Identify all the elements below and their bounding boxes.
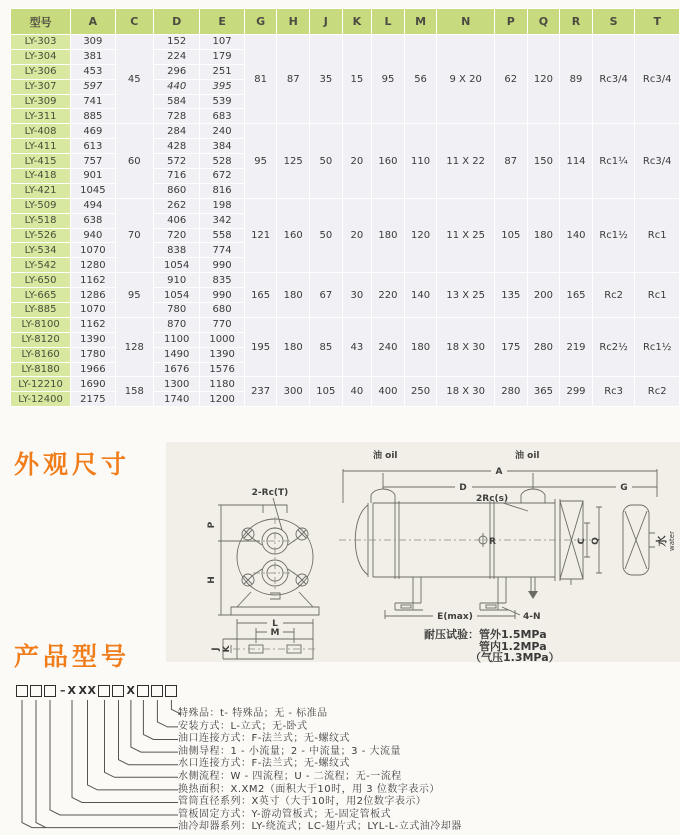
merged-value-cell: 9 X 20 (437, 35, 494, 123)
table-row (11, 35, 679, 49)
merged-value-cell: 160 (372, 124, 404, 197)
merged-value-cell: 11 X 25 (437, 199, 494, 272)
merged-value-cell: 250 (405, 377, 437, 406)
merged-value-cell: 200 (528, 273, 560, 317)
merged-value-cell: 45 (116, 35, 153, 123)
merged-value-cell: 135 (495, 273, 527, 317)
merged-value-cell: 50 (310, 199, 342, 272)
value-cell: 613 (71, 139, 114, 153)
value-cell: 494 (71, 199, 114, 213)
merged-value-cell: 20 (343, 199, 372, 272)
header-row (11, 9, 679, 34)
value-cell: 1162 (71, 273, 114, 287)
value-cell: 1100 (154, 333, 199, 347)
merged-value-cell: Rc1¼ (593, 124, 635, 197)
model-cell: LY-12400 (11, 392, 70, 406)
value-cell: 638 (71, 214, 114, 228)
merged-value-cell: Rc2 (635, 377, 679, 406)
value-cell: 296 (154, 65, 199, 79)
merged-value-cell: Rc1½ (593, 199, 635, 272)
merged-value-cell: 11 X 22 (437, 124, 494, 197)
model-cell: LY-411 (11, 139, 70, 153)
pressure-line-3: （气压1.3MPa） (470, 651, 560, 664)
model-cell: LY-418 (11, 169, 70, 183)
merged-value-cell: 114 (560, 124, 592, 197)
value-cell: 1200 (200, 392, 243, 406)
merged-value-cell: 165 (245, 273, 277, 317)
merged-value-cell: 89 (560, 35, 592, 123)
value-cell: 395 (200, 80, 243, 94)
merged-value-cell: 121 (245, 199, 277, 272)
table-row (11, 273, 679, 287)
column-header: C (116, 9, 153, 34)
model-cell: LY-885 (11, 303, 70, 317)
model-code-legend-item: 管筒直径系列：X英寸（大于10时，用2位数字表示） (178, 796, 427, 808)
value-cell: 741 (71, 95, 114, 109)
merged-value-cell: 20 (343, 124, 372, 197)
value-cell: 672 (200, 169, 243, 183)
merged-value-cell: Rc2 (593, 273, 635, 317)
merged-value-cell: 125 (277, 124, 309, 197)
value-cell: 1180 (200, 377, 243, 391)
column-header: Q (528, 9, 560, 34)
column-header: T (635, 9, 679, 34)
model-cell: LY-303 (11, 35, 70, 49)
value-cell: 1162 (71, 318, 114, 332)
merged-value-cell: Rc1 (635, 273, 679, 317)
value-cell: 342 (200, 214, 243, 228)
merged-value-cell: 158 (116, 377, 153, 406)
merged-value-cell: 95 (372, 35, 404, 123)
rc-s-label: 2Rc(s) (476, 494, 509, 504)
value-cell: 838 (154, 243, 199, 257)
value-cell: 1576 (200, 363, 243, 377)
merged-value-cell: 299 (560, 377, 592, 406)
table-row (11, 318, 679, 332)
column-header: R (560, 9, 592, 34)
value-cell: 309 (71, 35, 114, 49)
value-cell: 1780 (71, 348, 114, 362)
merged-value-cell: 13 X 25 (437, 273, 494, 317)
value-cell: 757 (71, 154, 114, 168)
merged-value-cell: 220 (372, 273, 404, 317)
model-cell: LY-307 (11, 80, 70, 94)
value-cell: 1390 (71, 333, 114, 347)
value-cell: 1045 (71, 184, 114, 198)
r-dim-label: R (489, 537, 496, 547)
value-cell: 572 (154, 154, 199, 168)
d-dim-label: D (459, 483, 467, 493)
merged-value-cell: 70 (116, 199, 153, 272)
model-code (16, 684, 179, 697)
column-header: J (310, 9, 342, 34)
model-code-letter: X (126, 684, 136, 697)
l-dim-label: L (272, 619, 278, 629)
value-cell: 558 (200, 229, 243, 243)
model-code-legend-item: 安装方式：L-立式；无-卧式 (178, 720, 308, 732)
value-cell: 885 (71, 109, 114, 123)
merged-value-cell: 150 (528, 124, 560, 197)
value-cell: 1070 (71, 303, 114, 317)
merged-value-cell: 85 (310, 318, 342, 377)
model-cell: LY-650 (11, 273, 70, 287)
value-cell: 910 (154, 273, 199, 287)
merged-value-cell: Rc3/4 (635, 124, 679, 197)
merged-value-cell: 43 (343, 318, 372, 377)
model-cell: LY-534 (11, 243, 70, 257)
model-cell: LY-8180 (11, 363, 70, 377)
model-cell: LY-8100 (11, 318, 70, 332)
value-cell: 1690 (71, 377, 114, 391)
water-label: 水 (655, 535, 668, 547)
value-cell: 680 (200, 303, 243, 317)
merged-value-cell: 180 (372, 199, 404, 272)
column-header: K (343, 9, 372, 34)
merged-value-cell: 60 (116, 124, 153, 197)
value-cell: 770 (200, 318, 243, 332)
table-row (11, 199, 679, 213)
column-header: H (277, 9, 309, 34)
model-cell: LY-542 (11, 258, 70, 272)
value-cell: 720 (154, 229, 199, 243)
rc-t-label: 2-Rc(T) (251, 488, 289, 498)
model-code-box (165, 685, 177, 697)
merged-value-cell: 219 (560, 318, 592, 377)
value-cell: 152 (154, 35, 199, 49)
model-code-box (30, 685, 42, 697)
merged-value-cell: 120 (528, 35, 560, 123)
model-code-box (151, 685, 163, 697)
value-cell: 198 (200, 199, 243, 213)
merged-value-cell: 56 (405, 35, 437, 123)
value-cell: 284 (154, 124, 199, 138)
value-cell: 428 (154, 139, 199, 153)
merged-value-cell: 240 (372, 318, 404, 377)
model-cell: LY-518 (11, 214, 70, 228)
value-cell: 179 (200, 50, 243, 64)
m-dim-label: M (270, 628, 280, 638)
model-code-legend-item: 特殊品：t- 特殊品；无 - 标准品 (178, 708, 328, 719)
value-cell: 1280 (71, 258, 114, 272)
value-cell: 860 (154, 184, 199, 198)
merged-value-cell: 105 (310, 377, 342, 406)
model-code-box (112, 685, 124, 697)
merged-value-cell: 237 (245, 377, 277, 406)
model-code-box (137, 685, 149, 697)
merged-value-cell: 95 (245, 124, 277, 197)
merged-value-cell: Rc1 (635, 199, 679, 272)
merged-value-cell: 30 (343, 273, 372, 317)
model-cell: LY-12210 (11, 377, 70, 391)
value-cell: 453 (71, 65, 114, 79)
model-code-legend-item: 油口连接方式：F-法兰式；无-螺纹式 (178, 733, 350, 745)
merged-value-cell: 140 (405, 273, 437, 317)
value-cell: 901 (71, 169, 114, 183)
model-code-letter: XX (78, 684, 97, 697)
model-cell: LY-306 (11, 65, 70, 79)
column-header: D (154, 9, 199, 34)
value-cell: 107 (200, 35, 243, 49)
value-cell: 940 (71, 229, 114, 243)
value-cell: 1676 (154, 363, 199, 377)
four-n-label: 4-N (523, 612, 541, 622)
end-view-drawing (185, 455, 355, 660)
column-header: A (71, 9, 114, 34)
value-cell: 870 (154, 318, 199, 332)
model-cell: LY-526 (11, 229, 70, 243)
merged-value-cell: 67 (310, 273, 342, 317)
column-header: L (372, 9, 404, 34)
merged-value-cell: 110 (405, 124, 437, 197)
model-code-letter: X (67, 684, 77, 697)
value-cell: 224 (154, 50, 199, 64)
value-cell: 584 (154, 95, 199, 109)
merged-value-cell: 180 (405, 318, 437, 377)
value-cell: 683 (200, 109, 243, 123)
value-cell: 251 (200, 65, 243, 79)
model-cell: LY-665 (11, 288, 70, 302)
section-title-model: 产品型号 (14, 642, 131, 671)
value-cell: 406 (154, 214, 199, 228)
value-cell: 1054 (154, 288, 199, 302)
value-cell: 1740 (154, 392, 199, 406)
c-dim-label: C (577, 537, 587, 545)
value-cell: 528 (200, 154, 243, 168)
model-code-box (16, 685, 28, 697)
value-cell: 539 (200, 95, 243, 109)
merged-value-cell: 280 (495, 377, 527, 406)
value-cell: 262 (154, 199, 199, 213)
merged-value-cell: 81 (245, 35, 277, 123)
pressure-line-2: 管内1.2MPa (479, 639, 547, 653)
merged-value-cell: 400 (372, 377, 404, 406)
value-cell: 774 (200, 243, 243, 257)
merged-value-cell: Rc1½ (635, 318, 679, 377)
model-cell: LY-304 (11, 50, 70, 64)
model-cell: LY-309 (11, 95, 70, 109)
model-code-legend (178, 708, 462, 834)
j-dim-label: J (211, 647, 221, 651)
column-header: M (405, 9, 437, 34)
k-dim-label: K (222, 645, 232, 653)
model-cell: LY-415 (11, 154, 70, 168)
value-cell: 1070 (71, 243, 114, 257)
model-code-legend-item: 管板固定方式：Y-游动管板式；无-固定管板式 (178, 808, 392, 820)
merged-value-cell: 87 (277, 35, 309, 123)
table-row (11, 124, 679, 138)
value-cell: 1390 (200, 348, 243, 362)
merged-value-cell: 165 (560, 273, 592, 317)
value-cell: 597 (71, 80, 114, 94)
merged-value-cell: 105 (495, 199, 527, 272)
value-cell: 1490 (154, 348, 199, 362)
model-code-legend-item: 油冷却器系列：LY-绕流式；LC-翅片式；LYL-L-立式油冷却器 (178, 821, 462, 833)
merged-value-cell: 35 (310, 35, 342, 123)
model-code-legend-item: 油侧导程：1 - 小流量；2 - 中流量；3 - 大流量 (178, 745, 401, 757)
table-row (11, 377, 679, 391)
merged-value-cell: 15 (343, 35, 372, 123)
oil-label-1: 油 oil (373, 451, 398, 461)
value-cell: 469 (71, 124, 114, 138)
merged-value-cell: Rc3 (593, 377, 635, 406)
merged-value-cell: 95 (116, 273, 153, 317)
column-header: G (245, 9, 277, 34)
value-cell: 440 (154, 80, 199, 94)
merged-value-cell: 160 (277, 199, 309, 272)
merged-value-cell: 180 (277, 273, 309, 317)
merged-value-cell: Rc3/4 (635, 35, 679, 123)
merged-value-cell: 18 X 30 (437, 377, 494, 406)
merged-value-cell: 128 (116, 318, 153, 377)
merged-value-cell: 365 (528, 377, 560, 406)
model-cell: LY-509 (11, 199, 70, 213)
merged-value-cell: Rc3/4 (593, 35, 635, 123)
model-code-legend-item: 水口连接方式：F-法兰式；无-螺纹式 (178, 758, 350, 770)
column-header: E (200, 9, 243, 34)
merged-value-cell: Rc2½ (593, 318, 635, 377)
merged-value-cell: 140 (560, 199, 592, 272)
value-cell: 835 (200, 273, 243, 287)
column-header: P (495, 9, 527, 34)
value-cell: 1054 (154, 258, 199, 272)
model-code-legend-item: 水侧流程：W - 四流程；U - 二流程；无-一流程 (178, 770, 402, 782)
model-cell: LY-8120 (11, 333, 70, 347)
pressure-test-note (424, 629, 560, 664)
merged-value-cell: 87 (495, 124, 527, 197)
column-header: S (593, 9, 635, 34)
merged-value-cell: 300 (277, 377, 309, 406)
merged-value-cell: 180 (528, 199, 560, 272)
model-cell: LY-8160 (11, 348, 70, 362)
model-code-legend-item: 换热面积：X.XM2（面积大于10时，用 3 位数字表示） (178, 783, 440, 795)
water-en-label: water (668, 531, 676, 551)
value-cell: 384 (200, 139, 243, 153)
merged-value-cell: 50 (310, 124, 342, 197)
merged-value-cell: 120 (405, 199, 437, 272)
value-cell: 1000 (200, 333, 243, 347)
model-cell: LY-408 (11, 124, 70, 138)
value-cell: 728 (154, 109, 199, 123)
column-header: 型号 (11, 9, 70, 34)
h-dim-label: H (207, 576, 217, 584)
merged-value-cell: 175 (495, 318, 527, 377)
model-cell: LY-421 (11, 184, 70, 198)
oil-label-2: 油 oil (515, 451, 540, 461)
side-view-drawing (335, 445, 680, 630)
value-cell: 780 (154, 303, 199, 317)
g-dim-label: G (620, 483, 628, 493)
column-header: N (437, 9, 494, 34)
p-dim-label: P (207, 521, 217, 529)
value-cell: 1286 (71, 288, 114, 302)
q-dim-label: Q (591, 537, 601, 545)
merged-value-cell: 18 X 30 (437, 318, 494, 377)
value-cell: 716 (154, 169, 199, 183)
value-cell: 2175 (71, 392, 114, 406)
pressure-line-1: 耐压试验：管外1.5MPa (424, 628, 547, 641)
merged-value-cell: 180 (277, 318, 309, 377)
merged-value-cell: 40 (343, 377, 372, 406)
e-max-label: E(max) (437, 612, 473, 622)
value-cell: 240 (200, 124, 243, 138)
value-cell: 1300 (154, 377, 199, 391)
spec-table (10, 8, 680, 407)
section-title-appearance: 外观尺寸 (14, 450, 131, 479)
value-cell: 990 (200, 258, 243, 272)
value-cell: 1966 (71, 363, 114, 377)
value-cell: 816 (200, 184, 243, 198)
merged-value-cell: 280 (528, 318, 560, 377)
merged-value-cell: 62 (495, 35, 527, 123)
model-code-box (98, 685, 110, 697)
value-cell: 990 (200, 288, 243, 302)
model-cell: LY-311 (11, 109, 70, 123)
merged-value-cell: 195 (245, 318, 277, 377)
model-code-dash: – (60, 684, 66, 697)
model-code-box (44, 685, 56, 697)
a-dim-label: A (495, 467, 503, 477)
value-cell: 381 (71, 50, 114, 64)
